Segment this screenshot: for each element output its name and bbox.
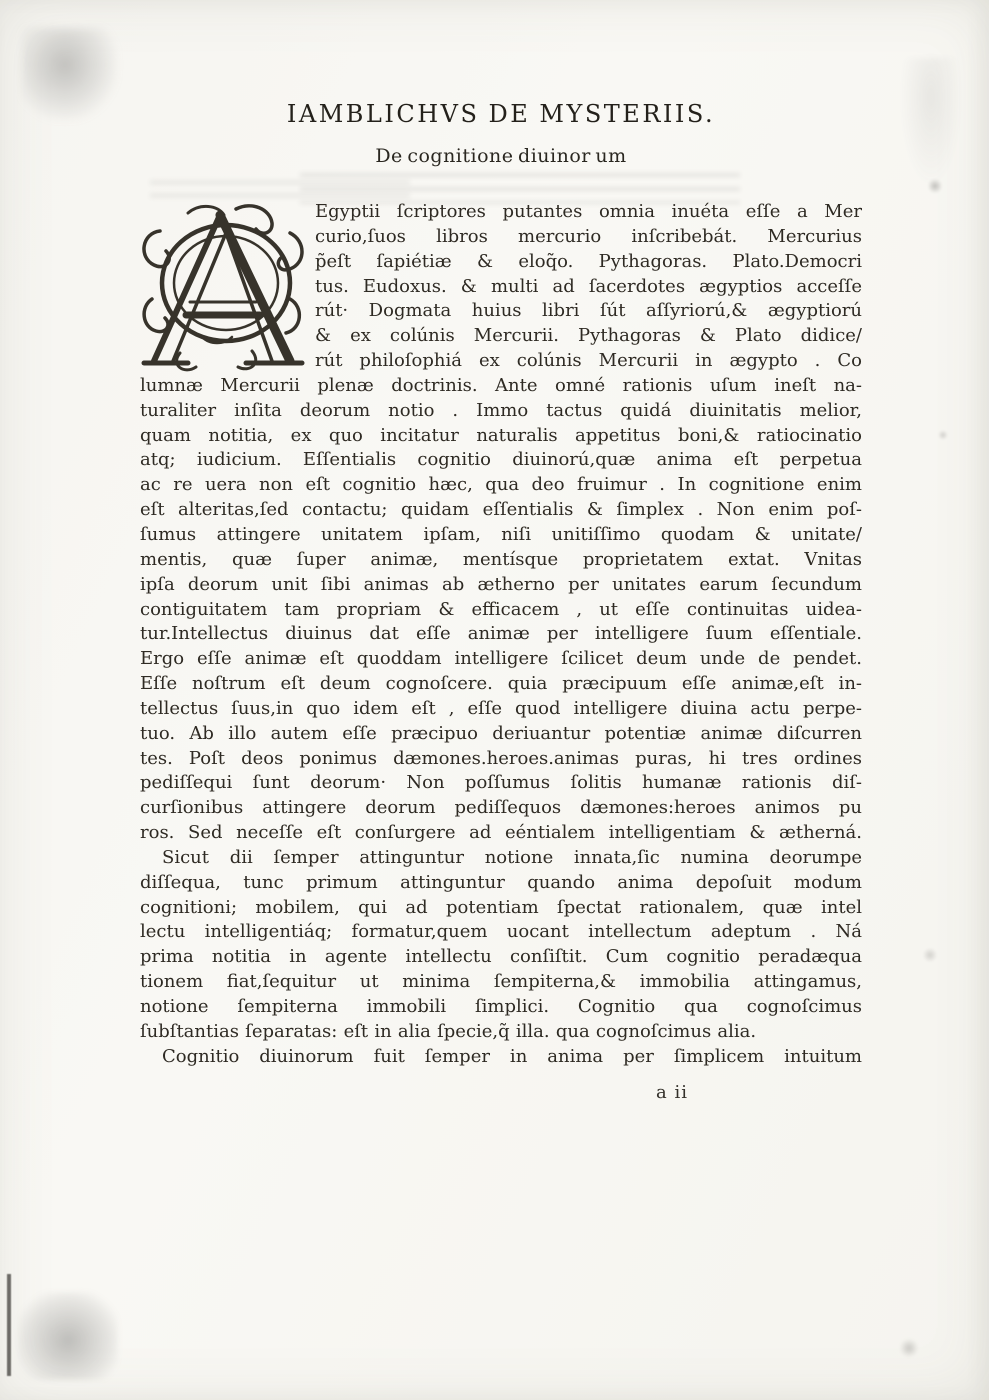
text-line: Egyptii ſcriptores putantes omnia inuéta eſſe a Mer: [315, 201, 862, 222]
page-edge-shadow: [7, 1274, 11, 1376]
text-line: ipſa deorum unit ſibi animas ab ætherno per unitates earum ſecundum: [140, 573, 862, 595]
paper-stain: [900, 1338, 918, 1358]
text-line: Cognitio diuinorum fuit ſemper in anima per ſimplicem intuitum: [162, 1045, 862, 1067]
text-line: pediſſequi ſunt deorum· Non poſſumus ſolitis humanæ rationis diſ-: [140, 772, 862, 794]
text-line: contiguitatem tam propriam & efficacem , ut eſſe continuitas uidea-: [140, 598, 862, 620]
text-line: turaliter inſita deorum notio . Immo tactus quidá diuinitatis melior,: [140, 399, 862, 421]
text-line: curſionibus attingere deorum pediſſequos dæmones:heroes animos pu: [140, 797, 862, 819]
text-line: ros. Sed neceſſe eſt conſurgere ad eéntialem intelligentiam & ætherná.: [140, 822, 862, 844]
text-line: Sicut dii ſemper attinguntur notione innata,ſic numina deorumpe: [162, 846, 862, 868]
text-line: cognitioni; mobilem, qui ad potentiam ſpectat rationalem, quæ intel: [140, 896, 862, 918]
paper-stain: [900, 58, 962, 188]
second-paragraph: [140, 846, 862, 1045]
text-line: tur.Intellectus diuinus dat eſſe animæ per intelligere ſuum eſſentiale.: [140, 623, 862, 645]
text-line: curio,ſuos libros mercurio inſcribebát. Mercurius: [315, 225, 862, 247]
closing-paragraph: [140, 1045, 862, 1070]
paper-stain: [928, 178, 942, 194]
text-line: rút philoſophiá ex colúnis Mercurii in ægypto . Co: [315, 350, 862, 372]
body-text: [140, 200, 862, 1103]
text-line: ſubſtantias ſeparatas: eſt in alia ſpecie,q̃ illa. qua cognoſcimus alia.: [140, 1020, 757, 1042]
text-line: Eſſe noſtrum eſt deum cognoſcere. quia præcipuum eſſe animæ,eſt in-: [140, 673, 862, 695]
text-line: lumnæ Mercurii plenæ doctrinis. Ante omné rationis uſum ineſt na-: [140, 374, 862, 396]
page-title: IAMBLICHVS DE MYSTERIIS.: [286, 100, 716, 128]
text-line: tus. Eudoxus. & multi ad ſacerdotes ægyptios acceſſe: [315, 275, 862, 297]
opening-paragraph-continued: [140, 374, 862, 846]
woodcut-initial-A: [140, 200, 315, 374]
text-line: diſſequa, tunc primum attinguntur quando anima depoſuit modum: [140, 871, 862, 893]
chapter-heading: De cognitione diuinor um: [375, 145, 627, 167]
paper-stain: [18, 1292, 118, 1380]
text-line: eſt alteritas,ſed contactu; quidam eſſentialis & ſimplex . Non enim poſ-: [140, 499, 862, 521]
text-line: tuo. Ab illo autem eſſe præcipuo deriuantur potentiæ animæ diſcurren: [140, 722, 862, 744]
text-line: quam notitia, ex quo incitatur naturalis appetitus boni,& ratiocinatio: [140, 424, 862, 446]
text-line: notione ſempiterna immobili ſimplici. Cognitio qua cognoſcimus: [140, 996, 862, 1017]
paper-stain: [22, 28, 117, 120]
text-line: rút· Dogmata huius libri ſút aſſyriorú,& ægyptiorú: [315, 300, 862, 322]
text-line: atq; iudicium. Eſſentialis cognitio diuinorú,quæ anima eſt perpetua: [140, 449, 862, 471]
paper-stain: [922, 948, 938, 962]
text-line: tes. Poſt deos ponimus dæmones.heroes.animas puras, hi tres ordines: [140, 747, 862, 769]
text-line: Ergo eſſe animæ eſt quoddam intelligere ſcilicet deum unde de pendet.: [140, 648, 862, 670]
text-line: tellectus ſuus,in quo idem eſt , eſſe quod intelligere diuina actu perpe-: [140, 697, 862, 719]
text-line: mentis, quæ ſuper animæ, mentísque proprietatem extat. Vnitas: [140, 548, 862, 570]
text-line: prima notitia in agente intellectu conſiſtit. Cum cognitio peradæqua: [140, 946, 862, 968]
text-line: p̃eſt ſapiétiæ & eloq̃o. Pythagoras. Plato.Democri: [315, 250, 862, 272]
text-block: [140, 100, 862, 1103]
gathering-signature: a ii: [656, 1081, 688, 1103]
text-line: ac re uera non eſt cognitio hæc, qua deo fruimur . In cognitione enim: [140, 474, 862, 496]
text-line: & ex colúnis Mercurii. Pythagoras & Plato didice/: [315, 325, 862, 347]
opening-indented-lines: [315, 200, 862, 374]
text-line: lectu intelligentiáq; formatur,quem uocant intellectum adeptum . Ná: [140, 921, 862, 943]
text-line: ſumus attingere unitatem ipſam, niſi unitiſſimo quodam & unitate/: [140, 523, 862, 545]
opening-paragraph: [140, 200, 862, 374]
paper-stain: [938, 430, 948, 440]
text-line: tionem fiat,ſequitur ut minima ſempiterna,& immobilia attingamus,: [140, 971, 862, 993]
